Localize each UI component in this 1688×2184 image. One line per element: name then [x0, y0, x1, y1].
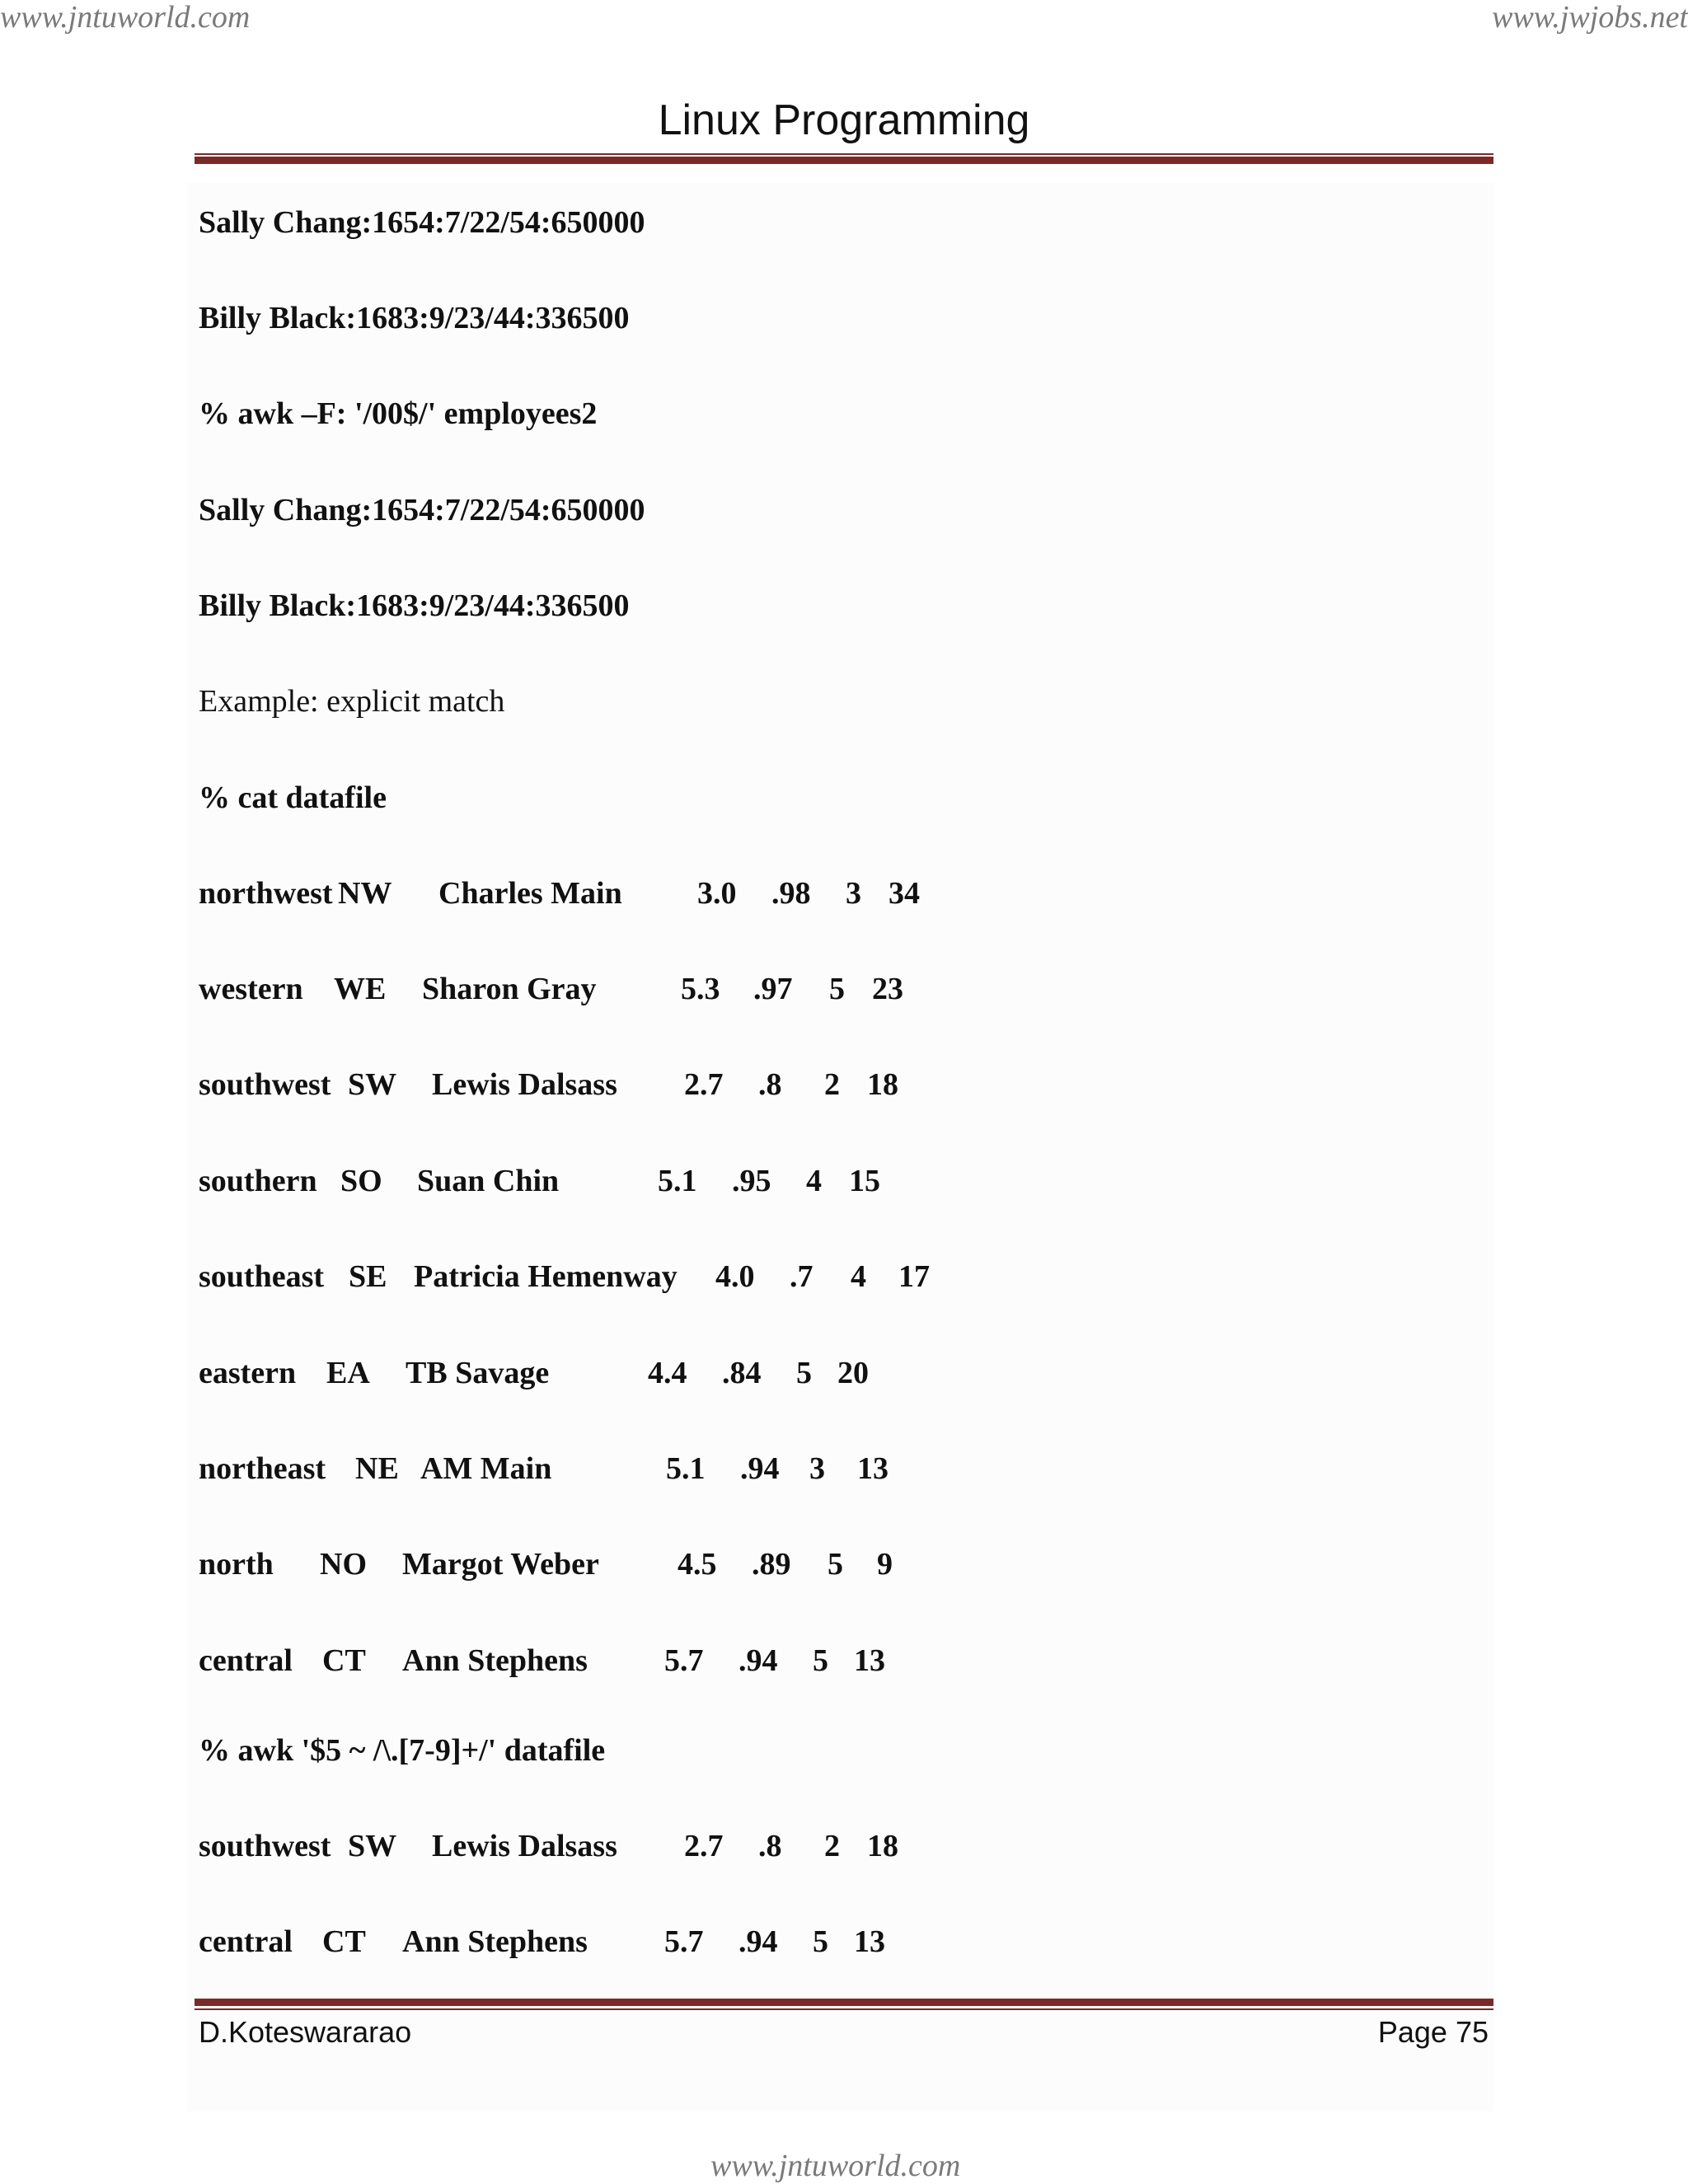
- cell-name: Ann Stephens: [402, 1643, 588, 1678]
- cell-value: 5.1: [666, 1451, 706, 1486]
- cell-region: eastern: [199, 1356, 297, 1390]
- awk-command-1: % awk –F: '/00$/' employees2: [199, 396, 598, 431]
- cell-value: 2.7: [684, 1829, 724, 1863]
- cell-name: Suan Chin: [417, 1164, 560, 1198]
- cell-total: 17: [898, 1259, 930, 1294]
- cell-ratio: .94: [738, 1924, 778, 1959]
- cell-name: Ann Stephens: [402, 1924, 588, 1959]
- cell-code: NE: [355, 1451, 399, 1486]
- cell-count: 4: [806, 1164, 822, 1198]
- cell-ratio: .94: [738, 1643, 778, 1678]
- cell-total: 13: [854, 1643, 885, 1678]
- cell-code: SO: [340, 1164, 382, 1198]
- page-body: [187, 183, 1493, 2111]
- datafile-row: [0, 878, 1154, 911]
- awk-command-2: % awk '$5 ~ /\.[7-9]+/' datafile: [199, 1733, 606, 1768]
- cell-ratio: .94: [740, 1451, 780, 1486]
- cell-value: 4.5: [678, 1547, 717, 1582]
- datafile-row: [0, 1645, 1154, 1678]
- datafile-row: [0, 1357, 1154, 1390]
- footer-author: D.Koteswararao: [199, 2015, 412, 2049]
- cell-total: 9: [877, 1547, 893, 1582]
- cell-ratio: .97: [753, 972, 793, 1006]
- cell-name: Lewis Dalsass: [432, 1829, 617, 1863]
- cell-value: 2.7: [684, 1067, 724, 1102]
- cell-name: TB Savage: [406, 1356, 550, 1390]
- footer-rule: [195, 1999, 1493, 2006]
- cell-region: northwest: [199, 876, 333, 911]
- cell-count: 5: [829, 972, 845, 1006]
- footer-rule-thin: [195, 2008, 1493, 2010]
- cell-ratio: .95: [732, 1164, 771, 1198]
- cell-name: Lewis Dalsass: [432, 1067, 617, 1102]
- cell-count: 5: [796, 1356, 812, 1390]
- cell-ratio: .98: [771, 876, 811, 911]
- cell-value: 5.3: [681, 972, 720, 1006]
- cell-total: 18: [867, 1829, 898, 1863]
- datafile-row: [0, 1165, 1154, 1198]
- cell-name: Sharon Gray: [422, 972, 597, 1006]
- cell-total: 15: [849, 1164, 880, 1198]
- cell-region: southern: [199, 1164, 317, 1198]
- cell-code: CT: [322, 1643, 366, 1678]
- cell-region: central: [199, 1924, 293, 1959]
- cell-count: 3: [809, 1451, 825, 1486]
- header-rule-thin: [195, 153, 1493, 155]
- cell-value: 5.7: [664, 1924, 704, 1959]
- output-line-1: Sally Chang:1654:7/22/54:650000: [199, 205, 645, 240]
- example-heading: Example: explicit match: [199, 684, 505, 719]
- cell-code: NW: [338, 876, 392, 911]
- cell-region: western: [199, 972, 303, 1006]
- page-number: Page 75: [1377, 2015, 1489, 2049]
- cell-name: Patricia Hemenway: [414, 1259, 678, 1294]
- cell-name: Margot Weber: [402, 1547, 599, 1582]
- cell-ratio: .8: [758, 1067, 782, 1102]
- page-title: Linux Programming: [658, 96, 1030, 144]
- cell-code: SW: [348, 1829, 397, 1863]
- cell-region: central: [199, 1643, 293, 1678]
- datafile-row: [0, 1453, 1154, 1486]
- cell-value: 5.1: [658, 1164, 697, 1198]
- cell-count: 2: [824, 1829, 840, 1863]
- cell-count: 2: [824, 1067, 840, 1102]
- output-line-2: Billy Black:1683:9/23/44:336500: [199, 301, 630, 335]
- cell-region: southeast: [199, 1259, 325, 1294]
- cell-region: northeast: [199, 1451, 326, 1486]
- output-line-3: Sally Chang:1654:7/22/54:650000: [199, 493, 645, 527]
- cell-code: CT: [322, 1924, 366, 1959]
- cell-total: 20: [837, 1356, 869, 1390]
- cell-total: 13: [857, 1451, 889, 1486]
- cell-ratio: .89: [752, 1547, 791, 1582]
- watermark-top-right: www.jwjobs.net: [1492, 0, 1688, 35]
- output-line-4: Billy Black:1683:9/23/44:336500: [199, 588, 630, 623]
- cell-code: SE: [349, 1259, 387, 1294]
- result-row: [0, 1926, 1154, 1959]
- cell-region: north: [199, 1547, 274, 1582]
- cell-code: NO: [320, 1547, 367, 1582]
- cell-count: 4: [851, 1259, 866, 1294]
- datafile-row: [0, 1069, 1154, 1102]
- datafile-row: [0, 1549, 1154, 1582]
- watermark-bottom: www.jntuworld.com: [710, 2149, 961, 2183]
- cell-count: 5: [828, 1547, 843, 1582]
- datafile-row: [0, 1261, 1154, 1294]
- cell-ratio: .8: [758, 1829, 782, 1863]
- result-row: [0, 1830, 1154, 1863]
- cell-total: 23: [872, 972, 903, 1006]
- header-rule: [195, 157, 1493, 164]
- cell-region: southwest: [199, 1067, 331, 1102]
- cell-total: 13: [854, 1924, 885, 1959]
- watermark-top-left: www.jntuworld.com: [0, 0, 251, 35]
- cell-code: SW: [348, 1067, 397, 1102]
- cell-name: AM Main: [420, 1451, 552, 1486]
- cell-ratio: .84: [722, 1356, 762, 1390]
- cell-count: 5: [813, 1924, 828, 1959]
- cell-count: 3: [846, 876, 861, 911]
- cell-name: Charles Main: [438, 876, 622, 911]
- cell-total: 18: [867, 1067, 898, 1102]
- cell-count: 5: [813, 1643, 828, 1678]
- cell-code: EA: [326, 1356, 370, 1390]
- cell-region: southwest: [199, 1829, 331, 1863]
- cell-value: 4.4: [648, 1356, 687, 1390]
- cell-ratio: .7: [790, 1259, 814, 1294]
- cell-value: 4.0: [715, 1259, 755, 1294]
- cell-value: 3.0: [697, 876, 737, 911]
- datafile-row: [0, 973, 1154, 1006]
- cat-command: % cat datafile: [199, 780, 387, 815]
- cell-code: WE: [334, 972, 387, 1006]
- cell-value: 5.7: [664, 1643, 704, 1678]
- cell-total: 34: [889, 876, 920, 911]
